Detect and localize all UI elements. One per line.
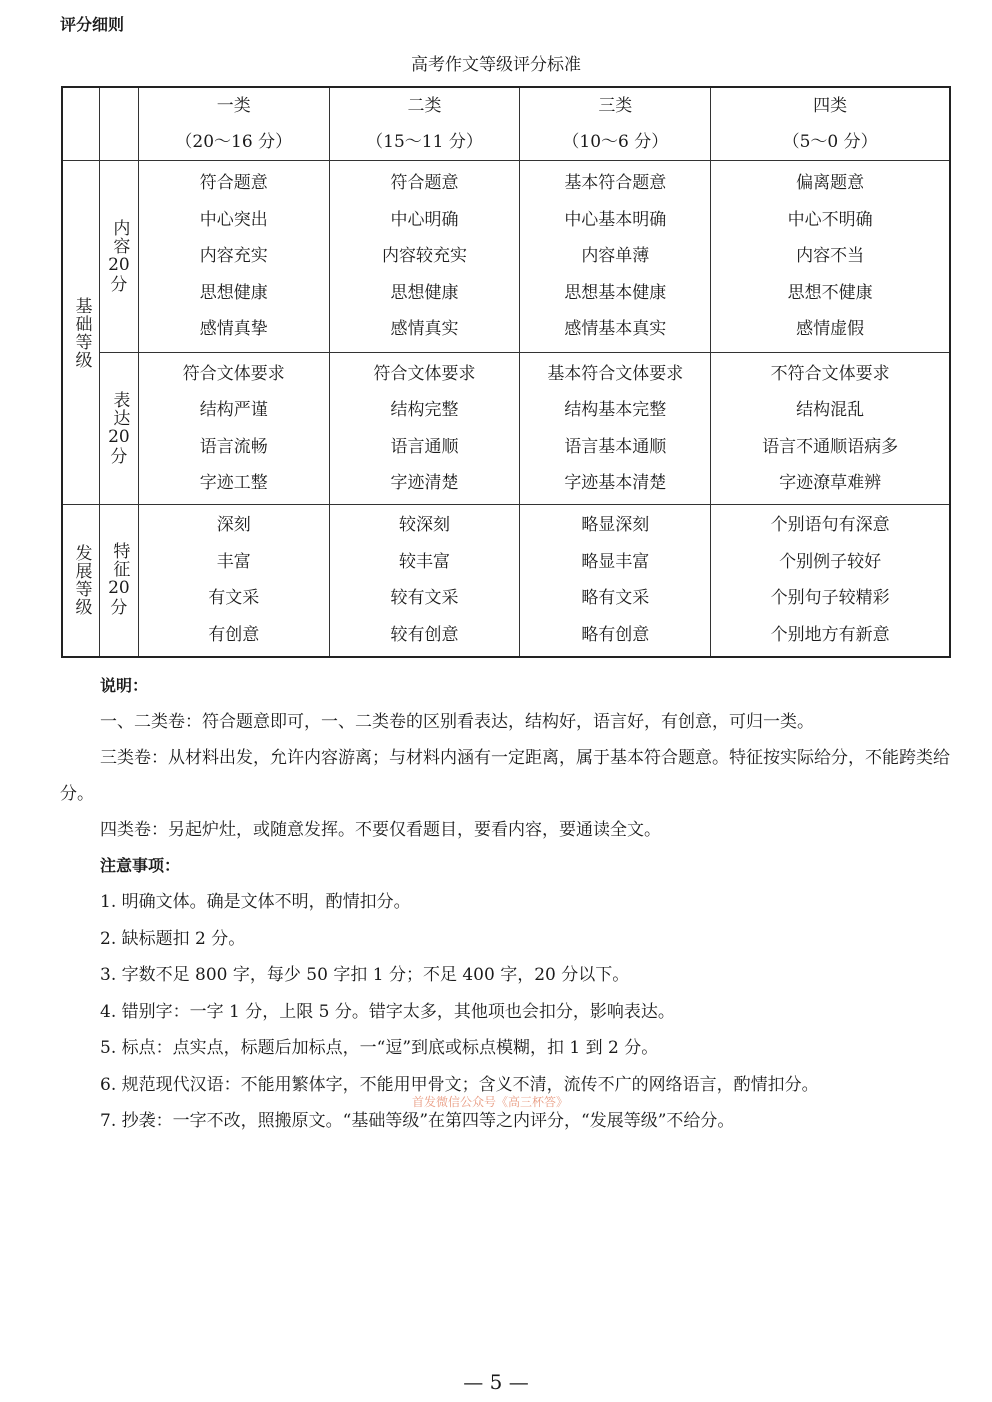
criterion: 中心基本明确 xyxy=(564,209,667,230)
criterion: 语言通顺 xyxy=(390,436,459,457)
criterion: 思想基本健康 xyxy=(564,282,667,303)
section-name: 内容 xyxy=(109,218,130,255)
section-label-cell xyxy=(99,353,138,505)
section-label-cell xyxy=(99,505,138,657)
level-header xyxy=(329,87,520,161)
attention-item: 4. 错别字：一字 1 分，上限 5 分。错字太多，其他项也会扣分，影响表达。 xyxy=(100,1001,675,1022)
level-name: 四类 xyxy=(813,96,848,116)
rubric-cell xyxy=(711,505,950,657)
level-header xyxy=(138,87,329,161)
criterion: 较有文采 xyxy=(390,588,459,609)
group-label-cell xyxy=(62,505,99,657)
criterion: 结构完整 xyxy=(390,400,459,420)
criterion: 有创意 xyxy=(208,624,260,645)
criterion: 符合题意 xyxy=(390,173,459,194)
criterion: 感情虚假 xyxy=(796,319,865,340)
criterion: 感情真实 xyxy=(390,319,459,340)
section-row-content xyxy=(62,161,950,353)
criterion: 字迹基本清楚 xyxy=(564,473,667,493)
criterion: 符合文体要求 xyxy=(373,363,476,384)
section-label-cell xyxy=(99,161,138,353)
explain-paragraph: 一、二类卷：符合题意即可，一、二类卷的区别看表达，结构好，语言好，有创意，可归一类。 xyxy=(100,712,814,732)
criterion: 思想健康 xyxy=(199,282,268,303)
table-title: 高考作文等级评分标准 xyxy=(411,55,581,75)
level-name: 一类 xyxy=(216,96,251,116)
criterion: 思想不健康 xyxy=(787,282,873,303)
explain-paragraph: 四类卷：另起炉灶，或随意发挥。不要仅看题目，要看内容，要通读全文。 xyxy=(100,820,661,840)
section-name: 表达 xyxy=(109,390,130,427)
attention-item: 2. 缺标题扣 2 分。 xyxy=(100,928,246,949)
rubric-cell xyxy=(520,505,711,657)
criterion: 个别句子较精彩 xyxy=(770,588,890,609)
level-range: （20～16 分） xyxy=(175,132,293,152)
criterion: 语言基本通顺 xyxy=(564,436,667,457)
attention-item: 5. 标点：点实点，标题后加标点，一“逗”到底或标点模糊，扣 1 到 2 分。 xyxy=(100,1038,659,1058)
rubric-cell xyxy=(711,161,950,353)
criterion: 较有创意 xyxy=(390,624,459,645)
section-score: 20 xyxy=(108,426,130,447)
level-name: 三类 xyxy=(598,96,633,116)
criterion: 略有创意 xyxy=(581,624,650,645)
section-score: 20 xyxy=(108,578,130,599)
criterion: 中心不明确 xyxy=(787,209,873,230)
criterion: 结构基本完整 xyxy=(564,400,667,420)
criterion: 内容充实 xyxy=(199,246,268,267)
criterion: 内容单薄 xyxy=(581,246,650,267)
criterion: 中心突出 xyxy=(199,209,268,230)
group-label: 发展等级 xyxy=(71,544,92,617)
criterion: 感情基本真实 xyxy=(564,319,667,340)
criterion: 略有文采 xyxy=(581,588,650,609)
criterion: 基本符合题意 xyxy=(564,173,667,194)
level-range: （15～11 分） xyxy=(366,132,483,152)
level-header xyxy=(711,87,950,161)
group-label: 基础等级 xyxy=(71,296,92,369)
criterion: 较深刻 xyxy=(399,515,451,536)
rubric-table xyxy=(61,86,951,658)
criterion: 有文采 xyxy=(208,588,260,609)
criterion: 字迹工整 xyxy=(199,473,268,493)
criterion: 思想健康 xyxy=(390,282,459,303)
page-number: — 5 — xyxy=(463,1370,529,1394)
attention-item: 7. 抄袭：一字不改，照搬原文。“基础等级”在第四等之内评分，“发展等级”不给分。 xyxy=(100,1111,735,1131)
criterion: 结构严谨 xyxy=(199,400,268,420)
criterion: 不符合文体要求 xyxy=(770,363,890,384)
notes-section xyxy=(60,668,952,1140)
rubric-cell xyxy=(329,505,520,657)
criterion: 较丰富 xyxy=(399,551,451,572)
section-unit: 分 xyxy=(110,446,128,467)
attention-item: 3. 字数不足 800 字，每少 50 字扣 1 分；不足 400 字，20 分以下。 xyxy=(100,965,630,985)
criterion: 个别语句有深意 xyxy=(770,515,890,536)
level-range: （10～6 分） xyxy=(562,132,669,152)
criterion: 结构混乱 xyxy=(796,400,865,420)
criterion: 字迹潦草难辨 xyxy=(779,473,882,493)
attention-item: 1. 明确文体。确是文体不明，酌情扣分。 xyxy=(100,892,411,912)
rubric-cell xyxy=(520,353,711,505)
criterion: 符合文体要求 xyxy=(182,363,285,384)
rubric-cell xyxy=(329,161,520,353)
header-blank-cell xyxy=(99,87,138,161)
criterion: 语言流畅 xyxy=(199,436,268,457)
criterion: 语言不通顺语病多 xyxy=(762,436,899,457)
rubric-cell xyxy=(138,505,329,657)
section-name: 特征 xyxy=(109,542,130,579)
criterion: 中心明确 xyxy=(390,209,459,230)
explain-label: 说明： xyxy=(100,676,149,695)
level-range: （5～0 分） xyxy=(782,132,878,152)
criterion: 基本符合文体要求 xyxy=(547,363,684,384)
criterion: 丰富 xyxy=(216,551,251,572)
rubric-cell xyxy=(520,161,711,353)
rubric-cell xyxy=(711,353,950,505)
level-header xyxy=(520,87,711,161)
rubric-cell xyxy=(138,161,329,353)
attention-label: 注意事项： xyxy=(100,856,181,875)
criterion: 个别例子较好 xyxy=(779,551,882,572)
section-score: 20 xyxy=(108,254,130,275)
rubric-cell xyxy=(138,353,329,505)
level-name: 二类 xyxy=(407,96,442,116)
attention-item: 6. 规范现代汉语：不能用繁体字，不能用甲骨文；含义不清，流传不广的网络语言，酌情扣分。 xyxy=(100,1074,819,1095)
section-label xyxy=(108,391,130,467)
criterion: 略显丰富 xyxy=(581,551,650,572)
criterion: 字迹清楚 xyxy=(390,473,459,493)
table-header-row xyxy=(62,87,950,161)
rubric-cell xyxy=(329,353,520,505)
section-unit: 分 xyxy=(110,274,128,295)
criterion: 偏离题意 xyxy=(796,173,865,194)
criterion: 个别地方有新意 xyxy=(770,624,890,645)
section-row-expression xyxy=(62,353,950,505)
page-heading: 评分细则 xyxy=(60,15,125,34)
criterion: 感情真挚 xyxy=(199,319,268,340)
criterion: 内容不当 xyxy=(796,246,865,267)
watermark: 首发微信公众号《高三杯答》 xyxy=(412,1095,569,1109)
section-row-feature xyxy=(62,505,950,657)
criterion: 符合题意 xyxy=(199,173,268,194)
header-blank-cell xyxy=(62,87,99,161)
criterion: 内容较充实 xyxy=(382,246,468,267)
group-label-cell xyxy=(62,161,99,505)
section-label xyxy=(108,542,130,618)
criterion: 深刻 xyxy=(216,515,251,536)
section-unit: 分 xyxy=(110,598,128,619)
explain-paragraph: 三类卷：从材料出发，允许内容游离；与材料内涵有一定距离，属于基本符合题意。特征按实际给分，不能跨类给分。 xyxy=(60,748,950,804)
section-label xyxy=(108,219,130,295)
criterion: 略显深刻 xyxy=(581,515,650,536)
